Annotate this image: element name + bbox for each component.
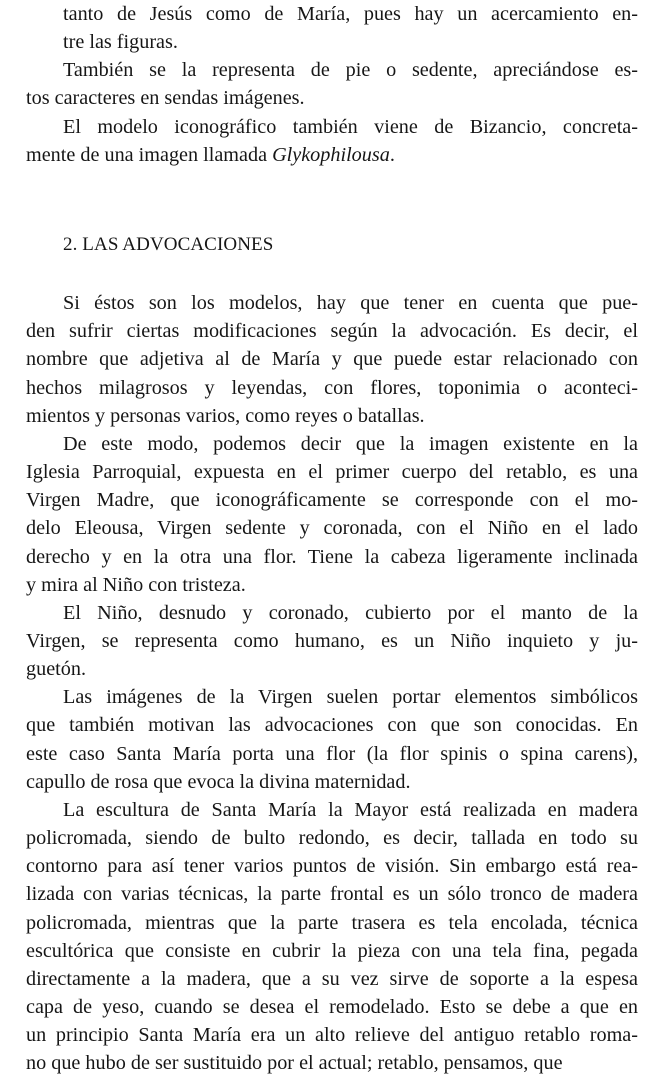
body-text	[26, 289, 638, 1077]
text-line: policromada, mientras que la parte trasera es tela encolada, técnica	[26, 911, 638, 934]
text-line: tanto de Jesús como de María, pues hay un acercamiento en-	[63, 3, 638, 25]
text-line: este caso Santa María porta una flor (la flor spinis o spina carens),	[26, 742, 638, 765]
text-line: También se la representa de pie o sedente, apreciándose es-	[63, 59, 638, 82]
text-line: Virgen Madre, que iconográficamente se corresponde con el mo-	[26, 489, 638, 512]
text-line: no que hubo de ser sustituido por el actual; retablo, pensamos, que	[26, 1052, 563, 1075]
text-line: El Niño, desnudo y coronado, cubierto por el manto de la	[63, 601, 638, 624]
text-line: y mira al Niño con tristeza.	[26, 573, 246, 596]
text-line: policromada, siendo de bulto redondo, es decir, tallada en todo su	[26, 827, 638, 850]
text-line: De este modo, podemos decir que la imagen existente en la	[63, 432, 638, 455]
intro-paragraph-1	[26, 0, 638, 56]
text-line: nombre que adjetiva al de María y que puede estar relacionado con	[26, 348, 638, 371]
document-page	[26, 0, 638, 1077]
text-line: mientos y personas varios, como reyes o batallas.	[26, 404, 425, 427]
text-line: directamente a la madera, que a su vez sirve de soporte a la espesa	[26, 967, 638, 990]
text-line: que también motivan las advocaciones con que son conocidas. En	[26, 714, 638, 737]
text-line: hechos milagrosos y leyendas, con flores, toponimia o aconteci-	[26, 376, 638, 399]
text-fragment: mente de una imagen llamada	[26, 143, 273, 166]
text-line: escultórica que consiste en cubrir la pieza con una tela fina, pegada	[26, 939, 638, 962]
text-line: derecho y en la otra una flor. Tiene la cabeza ligeramente inclinada	[26, 545, 638, 568]
text-line: La escultura de Santa María la Mayor está realizada en madera	[63, 798, 638, 821]
text-fragment: .	[389, 143, 395, 166]
text-line: capa de yeso, cuando se desea el remodelado. Esto se debe a que en	[26, 996, 638, 1018]
text-line: tre las figuras.	[63, 31, 178, 54]
text-line: capullo de rosa que evoca la divina maternidad.	[26, 770, 411, 793]
italic-term: Glykophilousa	[272, 143, 390, 166]
intro-paragraph-3	[26, 113, 638, 169]
text-line: Iglesia Parroquial, expuesta en el primer cuerpo del retablo, es una	[26, 461, 638, 484]
spacer	[26, 169, 638, 231]
body-paragraph-5	[26, 796, 638, 1077]
text-line: delo Eleousa, Virgen sedente y coronada, con el Niño en el lado	[26, 517, 638, 540]
text-line: Virgen, se representa como humano, es un Niño inquieto y ju-	[26, 629, 638, 652]
section-heading: 2. LAS ADVOCACIONES	[63, 233, 274, 255]
spacer	[26, 259, 638, 289]
body-paragraph-1	[26, 289, 638, 430]
text-line: El modelo iconográfico también viene de Bizancio, concreta-	[63, 115, 638, 138]
intro-paragraph-2	[26, 56, 638, 112]
text-line: Si éstos son los modelos, hay que tener en cuenta que pue-	[63, 292, 638, 315]
text-line: tos caracteres en sendas imágenes.	[26, 87, 305, 110]
text-line: guetón.	[26, 658, 86, 681]
body-paragraph-4	[26, 683, 638, 796]
body-paragraph-2	[26, 430, 638, 599]
text-line: contorno para así tener varios puntos de visión. Sin embargo está rea-	[26, 855, 638, 878]
text-line: lizada con varias técnicas, la parte frontal es un sólo tronco de madera	[26, 883, 638, 906]
text-line: un principio Santa María era un alto relieve del antiguo retablo roma-	[26, 1024, 638, 1047]
body-paragraph-3	[26, 599, 638, 683]
text-line	[26, 141, 638, 169]
text-line: den sufrir ciertas modificaciones según la advocación. Es decir, el	[26, 320, 638, 343]
text-line: Las imágenes de la Virgen suelen portar elementos simbólicos	[63, 686, 638, 709]
